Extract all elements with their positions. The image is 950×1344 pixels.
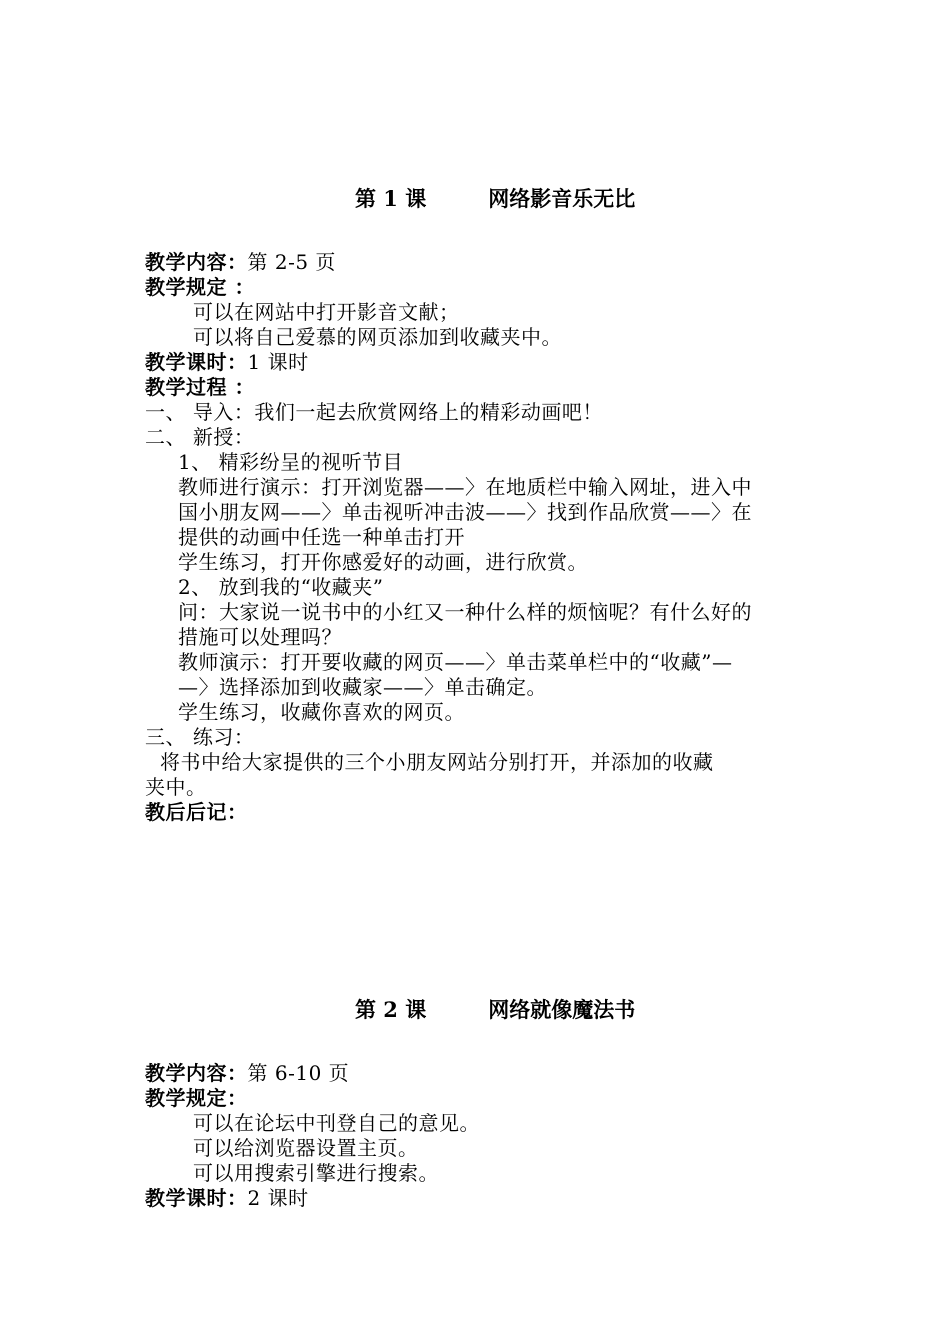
lesson2-hours-label: 教学课时： (145, 1186, 248, 1210)
lesson2-hours-row (145, 1186, 309, 1211)
lesson1-section1-line3: 提供的动画中任选一种单击打开 (178, 525, 465, 549)
lesson2-hours-value: 2 课时 (247, 1186, 309, 1210)
lesson2-content-value: 第 6-10 页 (247, 1061, 350, 1085)
lesson1-section2-line5: 学生练习，收藏你喜欢的网页。 (178, 700, 465, 724)
lesson1-process-label: 教学过程 ： (145, 375, 255, 399)
lesson1-title (355, 186, 635, 212)
lesson1-content-row (145, 250, 336, 275)
lesson2-requirement-1: 可以在论坛中刊登自己的意见。 (193, 1111, 480, 1135)
lesson1-section1-line2: 国小朋友网——〉单击视听冲击波——〉找到作品欣赏——〉在 (178, 500, 752, 524)
lesson1-section1-line4: 学生练习，打开你感爱好的动画，进行欣赏。 (178, 550, 588, 574)
lesson1-section2-line3: 教师演示：打开要收藏的网页——〉单击菜单栏中的“收藏”— (178, 650, 733, 674)
lesson1-section1-title: 1、 精彩纷呈的视听节目 (178, 450, 404, 474)
lesson2-requirement-2: 可以给浏览器设置主页。 (193, 1136, 419, 1160)
lesson1-content-value: 第 2-5 页 (247, 250, 336, 274)
lesson2-title (355, 997, 635, 1023)
lesson2-requirement-3: 可以用搜索引擎进行搜索。 (193, 1161, 439, 1185)
lesson1-requirements-label: 教学规定 ： (145, 275, 255, 299)
lesson1-section2-title: 2、 放到我的“收藏夹” (178, 575, 384, 599)
lesson1-process-exercise: 三、 练习： (145, 725, 255, 749)
lesson1-title-name: 网络影音乐无比 (488, 186, 636, 211)
lesson1-process-intro: 一、 导入：我们一起去欣赏网络上的精彩动画吧！ (145, 400, 603, 424)
lesson1-process-new: 二、 新授： (145, 425, 255, 449)
lesson1-section2-line2: 措施可以处理吗？ (178, 625, 342, 649)
lesson2-content-label: 教学内容： (145, 1061, 248, 1085)
lesson2-title-name: 网络就像魔法书 (488, 997, 636, 1022)
lesson1-hours-value: 1 课时 (247, 350, 309, 374)
lesson1-section2-line1: 问：大家说一说书中的小红又一种什么样的烦恼呢？有什么好的 (178, 600, 752, 624)
lesson1-content-label: 教学内容： (145, 250, 248, 274)
lesson1-exercise-line1: 将书中给大家提供的三个小朋友网站分别打开，并添加的收藏 (160, 750, 714, 774)
lesson1-title-number: 第 1 课 (355, 186, 427, 211)
lesson1-after-notes-label: 教后后记： (145, 800, 248, 824)
lesson1-section1-line1: 教师进行演示：打开浏览器——〉在地质栏中输入网址，进入中 (178, 475, 752, 499)
lesson1-section2-line4: —〉选择添加到收藏家——〉单击确定。 (178, 675, 547, 699)
lesson2-requirements-label: 教学规定： (145, 1086, 248, 1110)
lesson2-content-row (145, 1061, 349, 1086)
lesson1-exercise-line2: 夹中。 (145, 775, 207, 799)
lesson1-hours-label: 教学课时： (145, 350, 248, 374)
lesson1-requirement-1: 可以在网站中打开影音文献； (193, 300, 460, 324)
lesson1-hours-row (145, 350, 309, 375)
lesson1-requirement-2: 可以将自己爱慕的网页添加到收藏夹中。 (193, 325, 562, 349)
lesson2-title-number: 第 2 课 (355, 997, 427, 1022)
